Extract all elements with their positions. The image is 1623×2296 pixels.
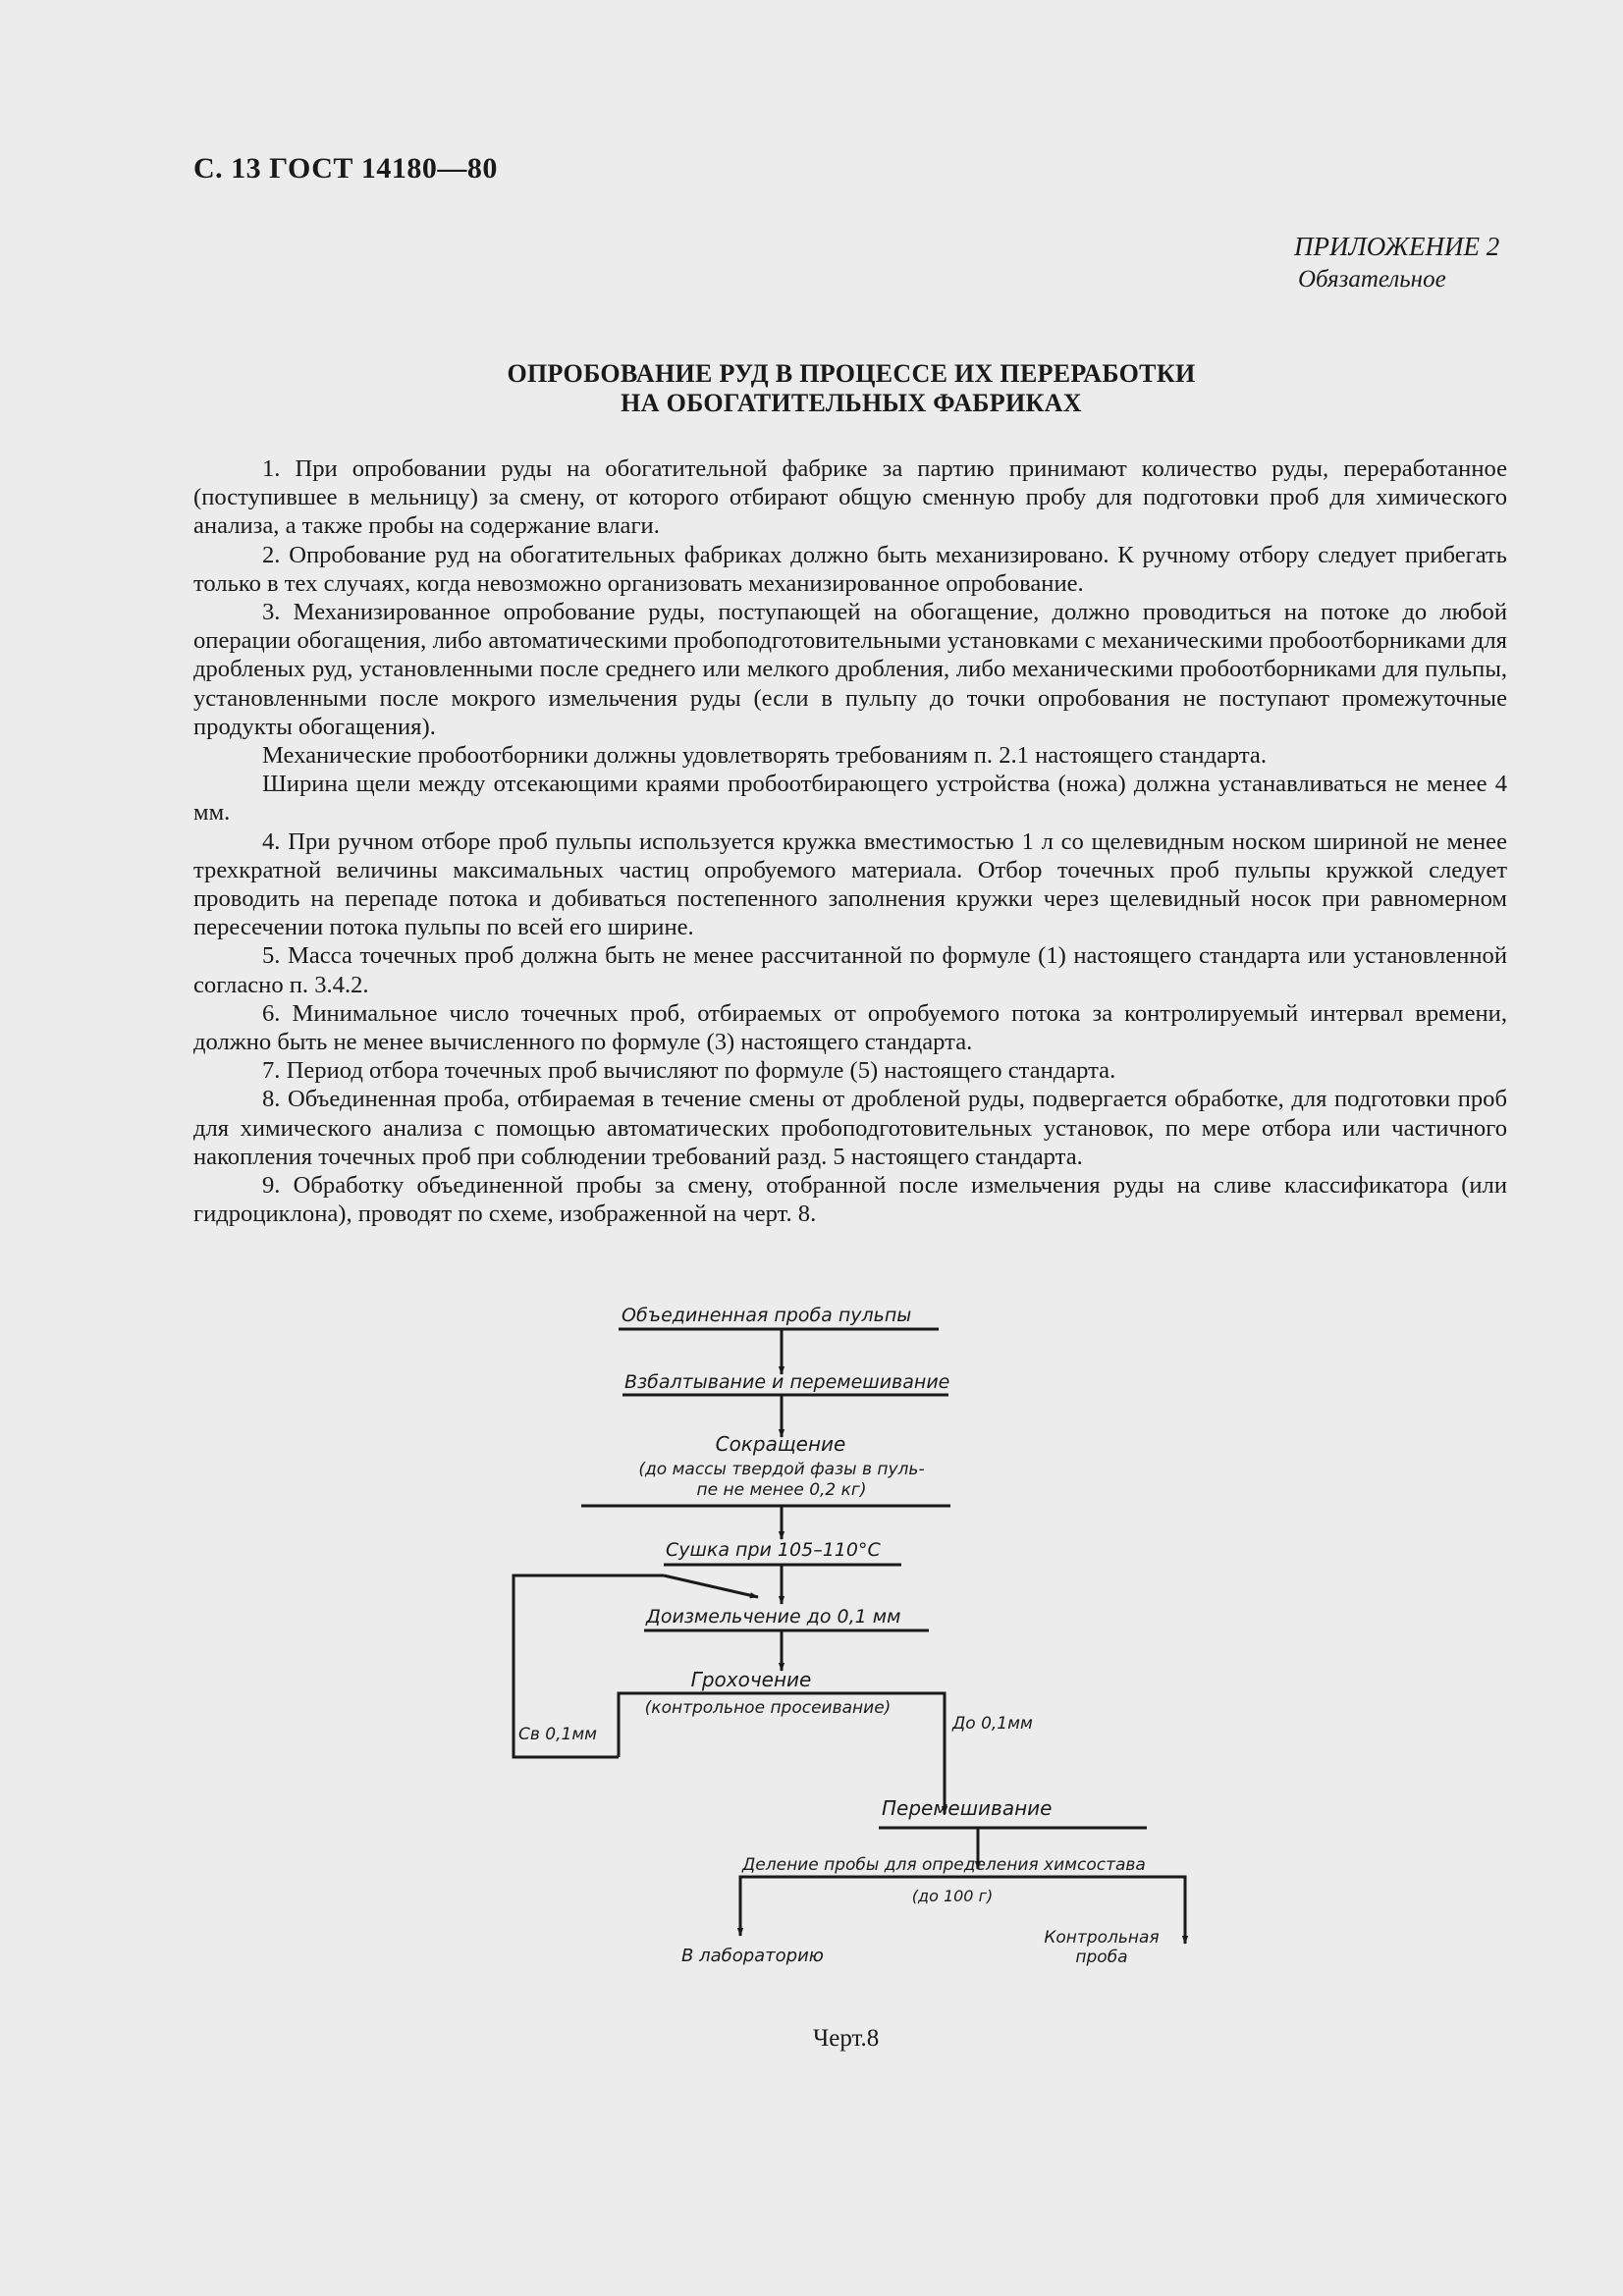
flow-step-3-note-2: пе не менее 0,2 кг) bbox=[696, 1480, 867, 1500]
appendix-status: Обязательное bbox=[1298, 266, 1446, 293]
flow-step-3-note-1: (до массы твердой фазы в пуль- bbox=[638, 1460, 925, 1479]
flow-step-6-title: Грохочение bbox=[690, 1668, 812, 1691]
paragraph-5: 5. Масса точечных проб должна быть не менее рассчитанной по формуле (1) настоящего стандарта или установленной согласно п. 3.4.2. bbox=[193, 942, 1507, 998]
flow-step-8: Деление пробы для определения химсостава bbox=[742, 1855, 1146, 1875]
flow-step-3-title: Сокращение bbox=[715, 1432, 846, 1456]
paragraph-8: 8. Объединенная проба, отбираемая в течение смены от дробленой руды, подвергается обработке, для подготовки проб для химического анализа с помощью автоматических пробоподготовительных установок, по мере отбора или частичного накопления точечных проб при соблюдении требований разд. 5 настоящего стандарта. bbox=[193, 1086, 1507, 1170]
title-line-2: НА ОБОГАТИТЕЛЬНЫХ ФАБРИКАХ bbox=[621, 389, 1082, 417]
flow-output-control-line-1: Контрольная bbox=[1044, 1928, 1160, 1948]
flow-output-control-line-2: проба bbox=[1075, 1948, 1128, 1967]
paragraph-3-sub-2: Ширина щели между отсекающими краями пробоотбирающего устройства (ножа) должна устанавливаться не менее 4 мм. bbox=[193, 771, 1507, 827]
paragraph-7: 7. Период отбора точечных проб вычисляют по формуле (5) настоящего стандарта. bbox=[262, 1057, 1116, 1085]
paragraph-6: 6. Минимальное число точечных проб, отбираемых от опробуемого потока за контролируемый интервал времени, должно быть не менее вычисленного по формуле (3) настоящего стандарта. bbox=[193, 999, 1507, 1056]
flowchart-lines bbox=[514, 1329, 1185, 1944]
flow-undersize-label: До 0,1мм bbox=[952, 1714, 1033, 1734]
flow-step-7: Перемешивание bbox=[882, 1796, 1053, 1820]
paragraph-1: 1. При опробовании руды на обогатительной фабрике за партию принимают количество руды, переработанное (поступившее в мельницу) за смену, от которого отбирают общую сменную пробу для подготовки проб для химического анализа, а также пробы на содержание влаги. bbox=[193, 455, 1507, 540]
paragraph-4: 4. При ручном отборе проб пульпы используется кружка вместимостью 1 л со щелевидным носком шириной не менее трехкратной величины максимальных частиц опробуемого материала. Отбор точечных проб пульпы кружкой следует проводить на перепаде потока и добиваться постепенного заполнения кружки через щелевидный носок при равномерном пересечении потока пульпы по всей его ширине. bbox=[193, 828, 1507, 941]
flow-step-5: Доизмельчение до 0,1 мм bbox=[646, 1606, 901, 1628]
flow-step-2: Взбалтывание и перемешивание bbox=[624, 1371, 950, 1393]
title-line-1: ОПРОБОВАНИЕ РУД В ПРОЦЕССЕ ИХ ПЕРЕРАБОТКИ bbox=[507, 359, 1196, 388]
flow-step-4: Сушка при 105–110°С bbox=[666, 1539, 881, 1561]
figure-caption: Черт.8 bbox=[813, 2025, 880, 2052]
paragraph-3-sub-1: Механические пробоотборники должны удовлетворять требованиям п. 2.1 настоящего стандарта. bbox=[262, 742, 1267, 770]
flow-oversize-label: Св 0,1мм bbox=[518, 1725, 597, 1744]
paragraph-2: 2. Опробование руд на обогатительных фабриках должно быть механизировано. К ручному отбору следует прибегать только в тех случаях, когда невозможно организовать механизированное опробование. bbox=[193, 541, 1507, 597]
oversize-return-arrow bbox=[664, 1575, 758, 1597]
paragraph-3: 3. Механизированное опробование руды, поступающей на обогащение, должно проводиться на потоке до любой операции обогащения, либо автоматическими пробоподготовительными установками с механическими пробоотборниками для дробленых руд, установленными после среднего или мелкого дробления, либо механическими пробоотборниками для пульпы, установленными после мокрого измельчения руды (если в пульпу до точки опробования не поступают промежуточные продукты обогащения). bbox=[193, 599, 1507, 740]
flow-step-6-note: (контрольное просеивание) bbox=[644, 1698, 892, 1718]
page-header: С. 13 ГОСТ 14180—80 bbox=[193, 152, 498, 185]
paragraph-9: 9. Обработку объединенной пробы за смену, отобранной после измельчения руды на сливе классификатора (или гидроциклона), проводят по схеме, изображенной на черт. 8. bbox=[193, 1172, 1507, 1228]
flow-output-lab: В лабораторию bbox=[681, 1946, 824, 1966]
appendix-label: ПРИЛОЖЕНИЕ 2 bbox=[1294, 232, 1500, 261]
flow-step-1: Объединенная проба пульпы bbox=[622, 1305, 912, 1326]
flowchart-labels bbox=[518, 1305, 1160, 1967]
flow-step-8-note: (до 100 г) bbox=[911, 1887, 994, 1905]
